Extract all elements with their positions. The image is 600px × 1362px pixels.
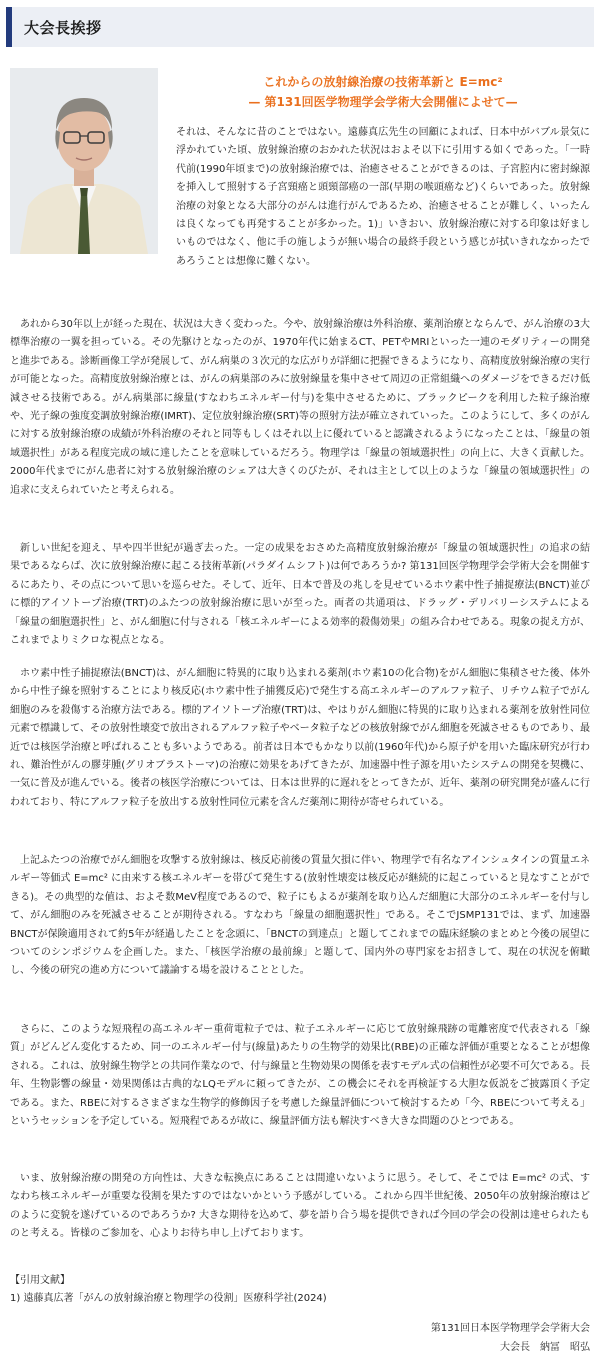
paragraph-2: あれから30年以上が経った現在、状況は大きく変わった。今や、放射線治療は外科治療、薬剤治療とならんで、がん治療の3大標準治療の一翼を担っている。その先駆けとなったのが、1970年代に始まるCT、PETやMRIといった一連のモダリティーの開発と進歩である。診断画像工学が発展して、がん病巣の３次元的な広がりが詳細に把握できるようになり、高精度放射線治療の実行が可能となった。高精度放射線治療とは、がんの病巣部のみに放射線量を集中させて周辺の正常組織へのダメージをできるだけ低減させる技術である。がん病巣部に線量(すなわちエネルギー付与)を集中させるために、ブラックピークを利用した粒子線治療や、光子線の強度変調放射線治療(IMRT)、定位放射線治療(SRT)等の照射方法が確立されていった。このようにして、多くのがんに対する放射線治療の成績が外科治療のそれと同等もしくはそれ以上に優れていると認識されるようになったことは、「線量の領域選択性」がある程度完成の域に達したことを意味しているだろう。物理学は「線量の領域選択性」の向上に、大きく貢献した。2000年代までにがん患者に対する放射線治療のシェアは大きくのびたが、それは主として以上のような「線量の領域選択性」の追求に支えられていたと考えられる。 xyxy=(10,319,590,496)
article-title xyxy=(176,72,590,112)
paragraph-3: 新しい世紀を迎え、早や四半世紀が過ぎ去った。一定の成果をおさめた高精度放射線治療が「線量の領域選択性」の追求の結果であるならば、次に放射線治療に起こる技術革新(パラダイムシフト)は何であろうか? 第131回医学物理学会学術大会を開催するにあたり、その点について思いを巡らせた。そして、近年、日本で普及の兆しを見せているホウ素中性子捕捉療法(BNCT)並びに標的アイソトープ治療(TRT)のふたつの放射線治療に思いが至った。両者の共通項は、ドラッグ・デリバリーシステムによる「線量の細胞選択性」と、がん細胞に付与される「核エネルギーによる効率的殺傷効果」の組み合わせである。現象の捉え方が、これまでよりミクロな視点となる。 xyxy=(10,543,590,647)
article-title-line1: これからの放射線治療の技術革新と E=mc² xyxy=(263,75,503,89)
portrait-spacer xyxy=(10,124,176,270)
reference-item: 1) 遠藤真広著「がんの放射線治療と物理学の役割」医療科学社(2024) xyxy=(10,1293,327,1304)
paragraph-7: いま、放射線治療の開発の方向性は、大きな転換点にあることは間違いないように思う。そして、そこでは E=mc² の式、すなわち核エネルギーが重要な役割を果たすのではないかという予感がしている。これから四半世紀後、2050年の放射線治療はどのように変貌を遂げているのであろうか? 大きな期待を込めて、夢を語り合う場を提供できれば今回の学会の役割は達せられたものと考える。皆様のご参加を、心よりお待ち申し上げております。 xyxy=(10,1173,590,1240)
paragraph-1 xyxy=(10,124,590,271)
page-header xyxy=(6,7,594,47)
paragraph-4: ホウ素中性子捕捉療法(BNCT)は、がん細胞に特異的に取り込まれる薬剤(ホウ素10の化合物)をがん細胞に集積させた後、体外から中性子線を照射することにより核反応(ホウ素中性子捕獲反応)で発生する高エネルギーのアルファ粒子、リチウム粒子でがん細胞のみを殺傷する治療方法である。標的アイソトープ治療(TRT)は、やはりがん細胞に特異的に取り込まれる薬剤を放射性同位元素で標識して、その放射性壊変で放出されるアルファ粒子やベータ粒子などの核放射線でがん細胞を死滅させるものであり、最近では核医学治療と呼ばれることも多いようである。前者は日本でもかなり以前(1960年代)から原子炉を用いた臨床研究が行われ、難治性がんの膠芽腫(グリオブラストーマ)の治療に効果をあげてきたが、加速器中性子源を用いたシステムの開発を契機に、一気に普及が進んでいる。後者の核医学治療については、日本は世界的に遅れをとってきたが、近年、薬剤の研究開発が盛んに行われており、特にアルファ粒子を放出する放射性同位元素を含んだ薬剤に期待が寄せられている。 xyxy=(10,668,590,808)
paragraph-5: 上記ふたつの治療でがん細胞を攻撃する放射線は、核反応前後の質量欠損に伴い、物理学で有名なアインシュタインの質量エネルギー等価式 E=mc² に由来する核エネルギーを帯びて発生する(放射性壊変は核反応が継続的に起こっていると見なすことができる)。その典型的な値は、およそ数MeV程度であるので、粒子にもよるが薬剤を取り込んだ細胞に大部分のエネルギーを付与して、がん細胞のみを死滅させることが期待される。すなわち「線量の細胞選択性」である。そこでJSMP131では、まず、加速器BNCTが保険適用されて約5年が経過したことを念頭に、「BNCTの到達点」と題してこれまでの臨床経験のまとめと今後の展望についてのシンポジウムを企画した。また、「核医学治療の最前線」と題して、国内外の専門家をお招きして、現在の状況を俯瞰し、今後の研究の進め方について議論する場を設けることとした。 xyxy=(10,855,590,977)
page-title: 大会長挨拶 xyxy=(24,18,102,37)
signature-name: 大会長 納冨 昭弘 xyxy=(500,1342,590,1353)
article-title-line2: — 第131回医学物理学会学術大会開催によせて— xyxy=(248,95,518,109)
signature-organization: 第131回日本医学物理学会学術大会 xyxy=(430,1323,590,1334)
paragraph-6: さらに、このような短飛程の高エネルギー重荷電粒子では、粒子エネルギーに応じて放射線飛跡の電離密度で代表される「線質」がどんどん変化するため、同一のエネルギー付与(線量)あたりの生物学的効果比(RBE)の正確な評価が重要となることが想像される。これは、放射線生物学との共同作業なので、付与線量と生物効果の関係を表すモデル式の信頼性が必要不可欠である。長年、生物影響の線量・効果関係は古典的なLQモデルに頼ってきたが、この機会にそれを再検証する大胆な仮説をご披露頂く予定である。また、RBEに対するさまざまな生物学的修飾因子を考慮した線量評価について検討するため「今、RBEについて考える」というセッションを予定している。短飛程であるが故に、線量評価方法も解決すべき大きな問題のひとつである。 xyxy=(10,1024,590,1128)
references xyxy=(10,1272,590,1308)
signature xyxy=(431,1319,590,1357)
references-heading: 【引用文献】 xyxy=(10,1275,70,1286)
paragraph-1-text: それは、そんなに昔のことではない。遠藤真広先生の回顧によれば、日本中がバブル景気に浮かれていた頃、放射線治療のおかれた状況はおよそ以下に引用する如くであった。「一時代前(1990年頃まで)の放射線治療では、治癒させることができるのは、子宮腔内に密封線源を挿入して照射する子宮頸癌と頭頸部癌の一部(早期の喉頭癌など)くらいであった。放射線治療の対象となる大部分のがんは進行がんであるため、治癒させることが難しく、いったんは良くなっても再発することが多かった。1)」いきおい、放射線治療に対する印象は好ましいものではなく、他に手の施しようが無い場合の最終手段という感じが拭いきれなかったであろうことは想像に難くない。 xyxy=(176,127,590,267)
